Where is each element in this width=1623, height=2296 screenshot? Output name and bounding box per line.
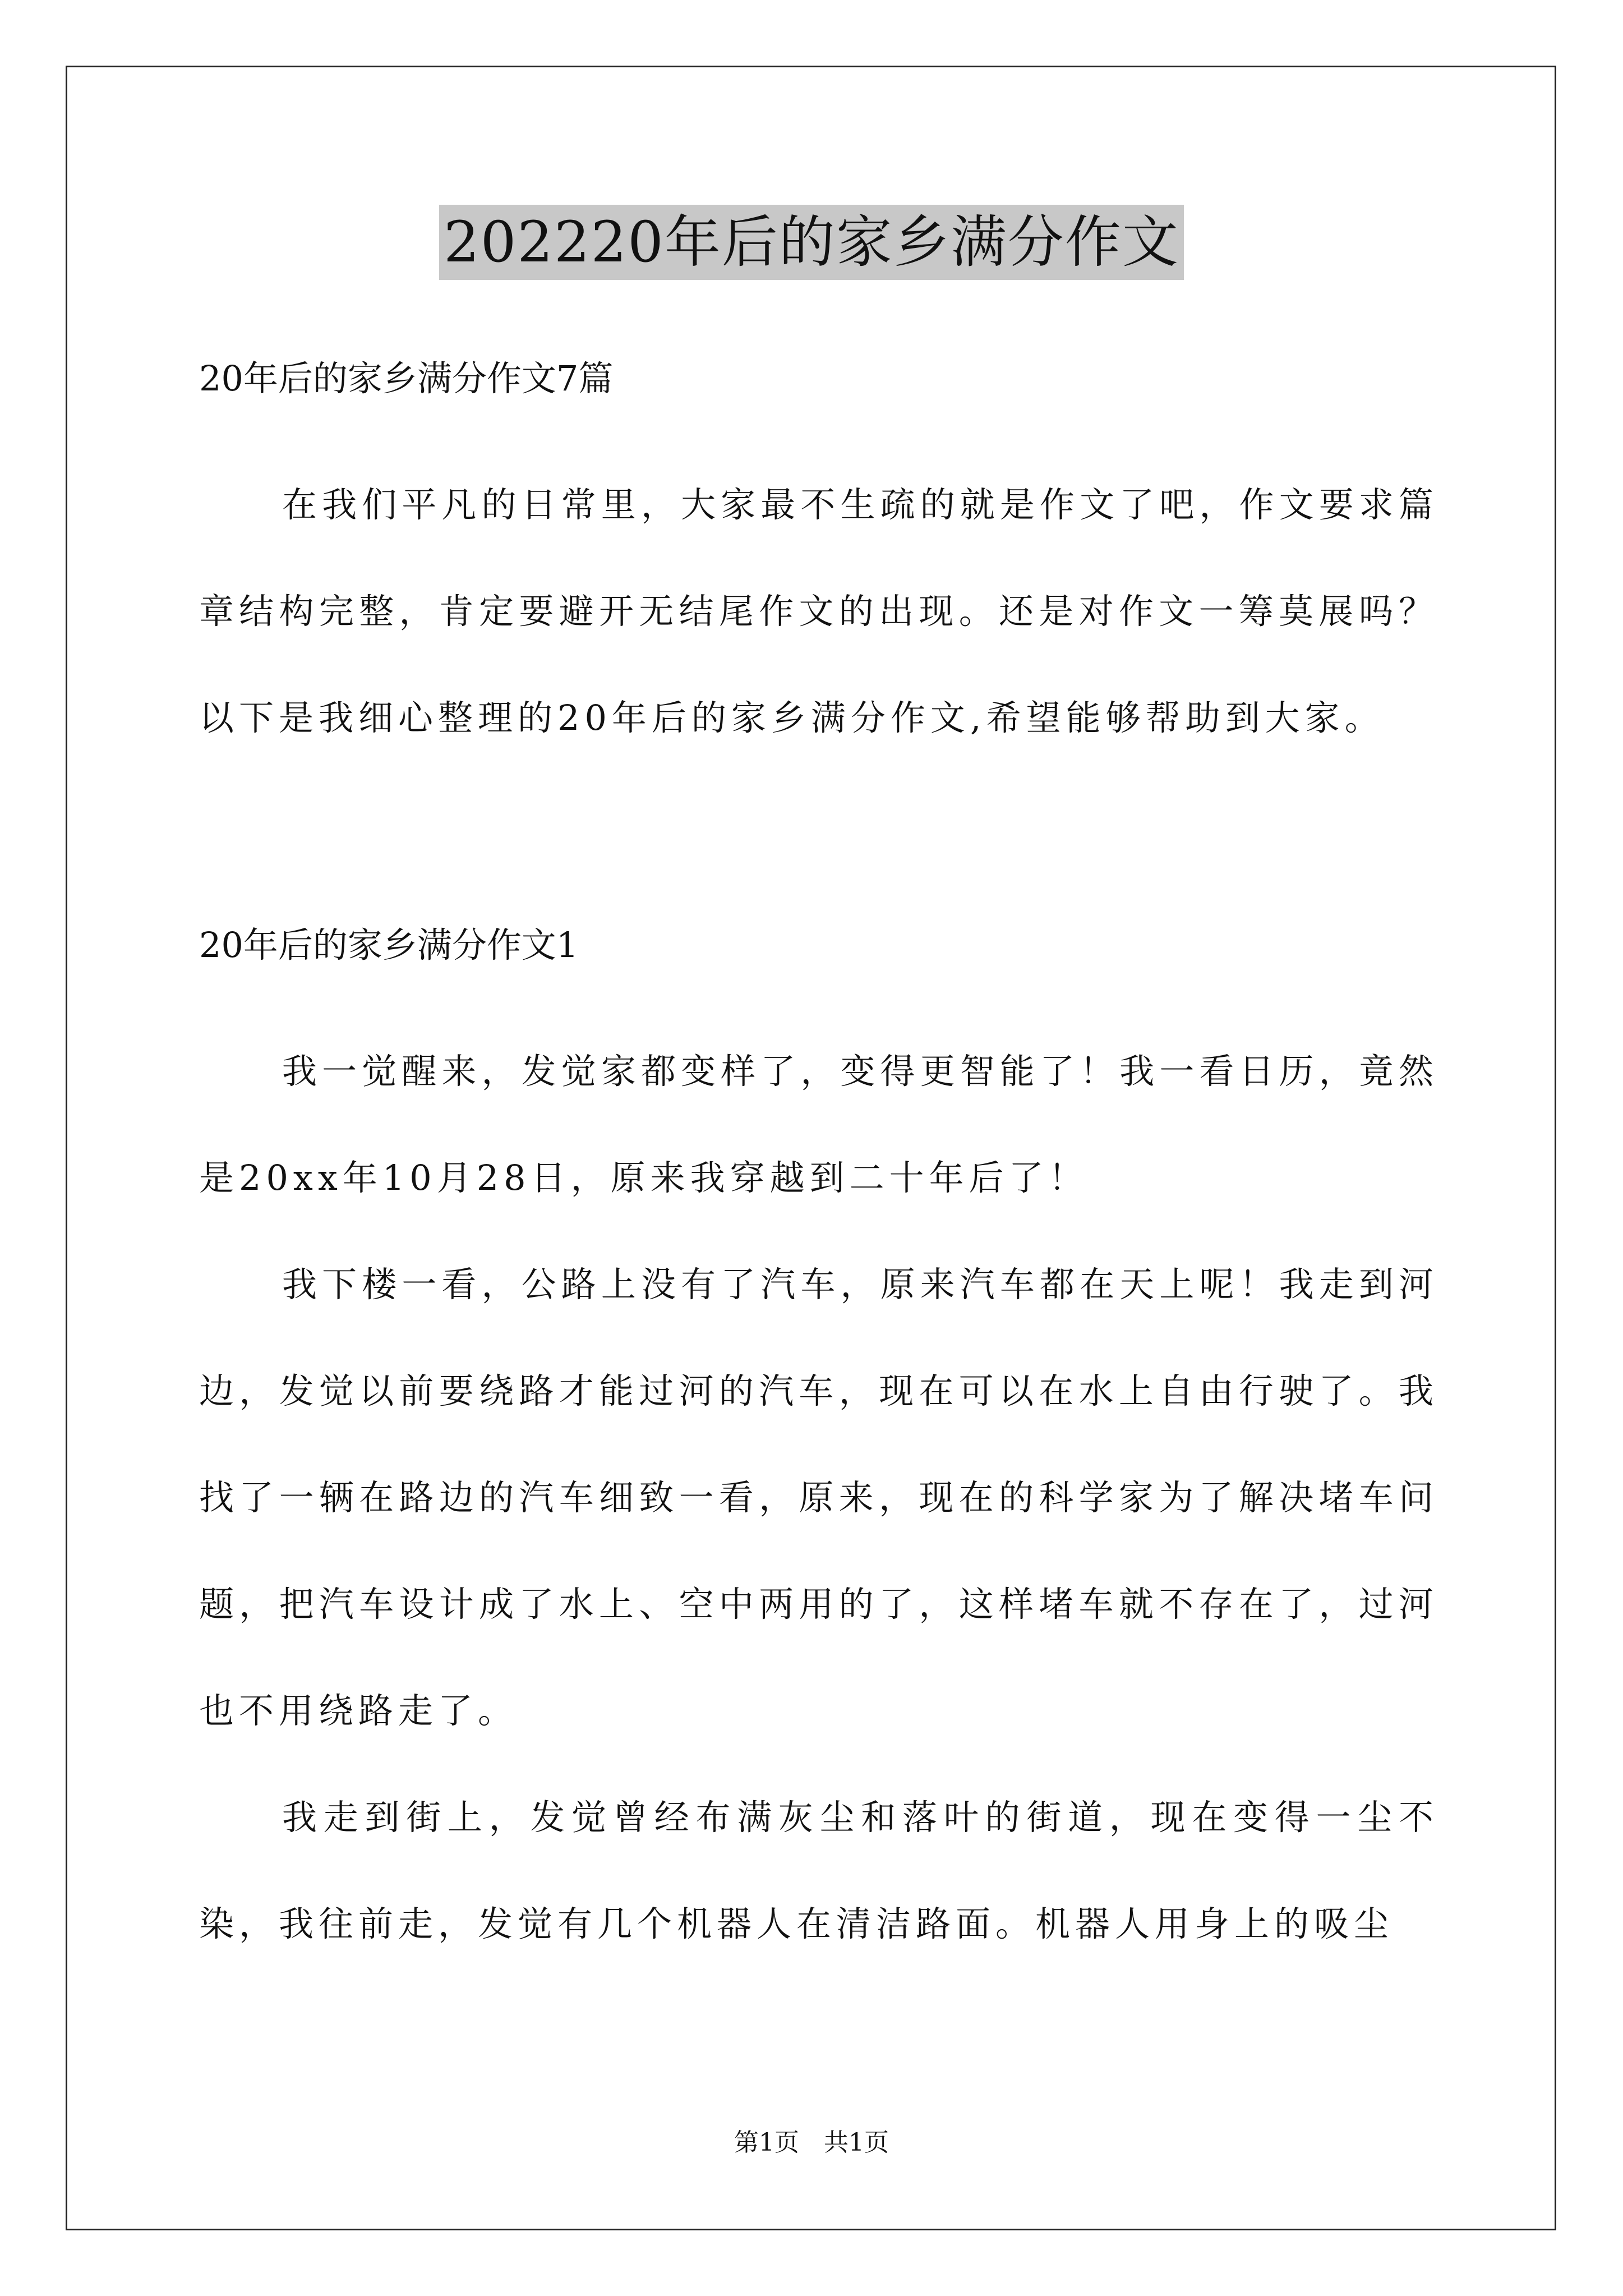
page-footer: 第1页 共1页 [734, 2128, 889, 2157]
document-title: 202220年后的家乡满分作文 [439, 205, 1184, 280]
body-paragraph-3: 我走到街上，发觉曾经布满灰尘和落叶的街道，现在变得一尘不染，我往前走，发觉有几个机器人在清洁路面。机器人用身上的吸尘 [199, 1797, 1438, 1944]
document-body [199, 339, 1438, 1977]
body-paragraph-2: 我下楼一看，公路上没有了汽车，原来汽车都在天上呢！我走到河边，发觉以前要绕路才能过河的汽车，现在可以在水上自由行驶了。我找了一辆在路边的汽车细致一看，原来，现在的科学家为了解决堵车问题，把汽车设计成了水上、空中两用的了，这样堵车就不存在了，过河也不用绕路走了。 [199, 1264, 1438, 1731]
body-paragraph-1: 我一觉醒来，发觉家都变样了，变得更智能了！我一看日历，竟然是20xx年10月28日，原来我穿越到二十年后了！ [199, 1051, 1438, 1198]
title-container [0, 205, 1623, 280]
section-heading: 20年后的家乡满分作文1 [199, 924, 579, 965]
intro-paragraph: 在我们平凡的日常里，大家最不生疏的就是作文了吧，作文要求篇章结构完整，肯定要避开无结尾作文的出现。还是对作文一筹莫展吗？以下是我细心整理的20年后的家乡满分作文,希望能够帮助到大家。 [199, 484, 1438, 738]
document-subtitle: 20年后的家乡满分作文7篇 [199, 358, 614, 399]
